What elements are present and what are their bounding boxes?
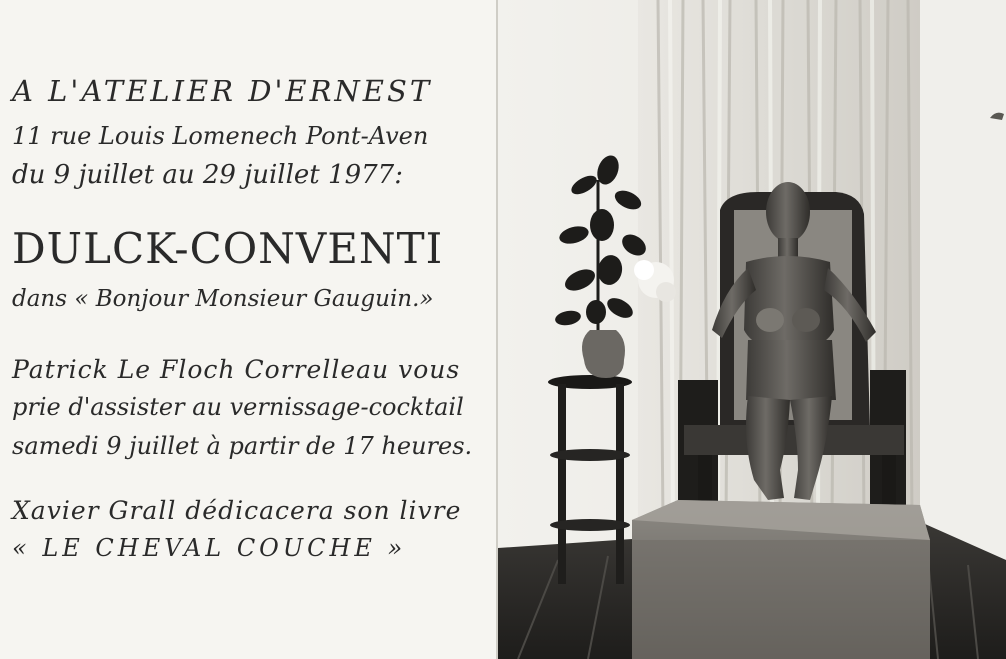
sculpture-photo: [498, 0, 1006, 659]
invitation-text-panel: [0, 0, 496, 659]
dates-line: du 9 juillet au 29 juillet 1977:: [12, 160, 403, 190]
book-title: « LE CHEVAL COUCHE »: [12, 534, 407, 562]
invite-line-1: Patrick Le Floch Correlleau vous: [12, 355, 461, 384]
artist-name: DULCK-CONVENTI: [12, 224, 444, 273]
exhibition-line: dans « Bonjour Monsieur Gauguin.»: [12, 286, 434, 312]
invite-line-2: prie d'assister au vernissage-cocktail: [12, 393, 464, 421]
invite-line-3: samedi 9 juillet à partir de 17 heures.: [12, 432, 473, 460]
signing-line-1: Xavier Grall dédicacera son livre: [12, 496, 462, 525]
side-wall: [916, 0, 1006, 560]
photo-illustration: [498, 0, 1006, 659]
display-plinth: [632, 500, 930, 659]
venue-line: A L'ATELIER D'ERNEST: [12, 74, 433, 108]
address-line: 11 rue Louis Lomenech Pont-Aven: [12, 122, 429, 150]
